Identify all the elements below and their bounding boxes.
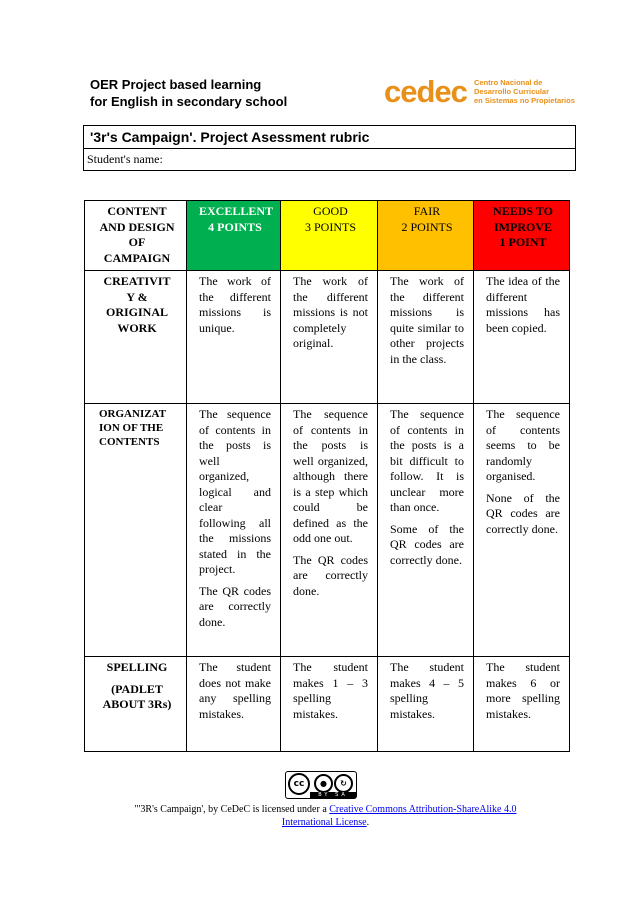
rubric-row-spelling bbox=[85, 657, 570, 752]
license-suffix: . bbox=[366, 817, 370, 828]
cell-text: The sequence of contents in the posts is well organized, logical and clear following all the missions stated in the project. bbox=[199, 407, 271, 576]
header-fair bbox=[378, 201, 474, 271]
rubric-title: '3r's Campaign'. Project Asessment rubric bbox=[84, 126, 575, 149]
cell-creativity-fair bbox=[378, 271, 474, 404]
header-criteria-line: AND DESIGN bbox=[99, 219, 175, 234]
cell-spelling-excellent bbox=[187, 657, 281, 752]
level-name: GOOD bbox=[313, 204, 348, 218]
sa-label: SA bbox=[335, 792, 348, 798]
header-criteria-line: OF bbox=[128, 235, 146, 249]
header-needs-to-improve bbox=[474, 201, 570, 271]
cell-text: The student makes 1 – 3 spelling mistakes. bbox=[293, 660, 368, 721]
level-name: EXCELLENT bbox=[199, 204, 274, 218]
cell-organization-excellent bbox=[187, 404, 281, 657]
criterion-line: ION OF THE bbox=[99, 422, 164, 434]
criterion-line: SPELLING bbox=[106, 660, 168, 674]
cell-organization-needs-improve bbox=[474, 404, 570, 657]
by-label: BY bbox=[318, 792, 331, 798]
logo-subtitle-line-1: Centro Nacional de bbox=[474, 78, 543, 87]
license-link-part-2[interactable]: International License bbox=[281, 817, 367, 828]
cell-text: The sequence of contents in the posts is well organized, although there is a step which could be defined as the odd one out. bbox=[293, 407, 368, 545]
rubric-header-row bbox=[85, 201, 570, 271]
header-line-1: OER Project based learning bbox=[90, 77, 262, 92]
cell-text: The QR codes are correctly done. bbox=[293, 552, 368, 598]
logo-subtitle-line-2: Desarrollo Curricular bbox=[474, 87, 550, 96]
document-header bbox=[90, 76, 287, 110]
cell-creativity-needs-improve bbox=[474, 271, 570, 404]
level-name: IMPROVE bbox=[494, 219, 552, 234]
cell-text: The sequence of contents in the posts is a bit difficult to follow. It is unclear more than once. bbox=[390, 407, 464, 514]
criterion-creativity bbox=[85, 271, 187, 404]
level-points: 3 POINTS bbox=[304, 219, 356, 234]
cell-organization-good bbox=[281, 404, 378, 657]
share-alike-icon: ↻ bbox=[334, 774, 353, 793]
cell-spelling-fair bbox=[378, 657, 474, 752]
cell-text: The work of the different missions is not completely original. bbox=[293, 274, 368, 350]
cell-text: The idea of the different missions has been copied. bbox=[486, 274, 560, 335]
criterion-line: ORIGINAL bbox=[105, 305, 168, 319]
cell-text: The work of the different missions is quite similar to other projects in the class. bbox=[390, 274, 464, 366]
cell-text: The work of the different missions is unique. bbox=[199, 274, 271, 335]
cc-icon: cc bbox=[288, 773, 310, 795]
criterion-spelling bbox=[85, 657, 187, 752]
cell-text: Some of the QR codes are correctly done. bbox=[390, 521, 464, 567]
logo-subtitle-line-3: en Sistemas no Propietarios bbox=[474, 96, 575, 105]
cell-text: The QR codes are correctly done. bbox=[199, 583, 271, 629]
cell-creativity-excellent bbox=[187, 271, 281, 404]
cell-text: None of the QR codes are correctly done. bbox=[486, 490, 560, 536]
logo-mark: cedec bbox=[384, 74, 467, 109]
level-points: 2 POINTS bbox=[401, 219, 453, 234]
rubric-row-organization bbox=[85, 404, 570, 657]
logo-subtitle bbox=[474, 78, 574, 105]
header-excellent bbox=[187, 201, 281, 271]
criterion-line: CREATIVIT bbox=[103, 274, 171, 288]
cell-spelling-good bbox=[281, 657, 378, 752]
license-prefix: "'3R's Campaign', by CeDeC is licensed under a bbox=[134, 804, 330, 815]
level-name: NEEDS TO bbox=[493, 204, 553, 218]
creative-commons-badge[interactable] bbox=[285, 771, 357, 799]
cell-text: The student makes 6 or more spelling mistakes. bbox=[486, 660, 560, 721]
cell-creativity-good bbox=[281, 271, 378, 404]
header-good bbox=[281, 201, 378, 271]
level-points: 1 POINT bbox=[499, 235, 547, 249]
criterion-line: CONTENTS bbox=[99, 436, 160, 448]
person-icon: ● bbox=[314, 774, 333, 793]
criterion-line: Y & bbox=[126, 289, 148, 304]
header-criteria-line: CAMPAIGN bbox=[103, 250, 171, 265]
criterion-line: (PADLET bbox=[111, 681, 163, 696]
cell-organization-fair bbox=[378, 404, 474, 657]
criterion-line: WORK bbox=[117, 320, 157, 335]
cell-text: The student makes 4 – 5 spelling mistakes. bbox=[390, 660, 464, 721]
cc-badge-strip bbox=[310, 792, 356, 798]
cell-text: The student does not make any spelling mistakes. bbox=[199, 660, 271, 721]
criterion-organization bbox=[85, 404, 187, 657]
cell-text: The sequence of contents seems to be randomly organised. bbox=[486, 407, 560, 483]
assessment-rubric-table bbox=[84, 200, 570, 752]
criterion-line: ABOUT 3Rs) bbox=[102, 697, 172, 711]
student-name-field[interactable]: Student's name: bbox=[87, 152, 163, 166]
rubric-row-creativity bbox=[85, 271, 570, 404]
level-points: 4 POINTS bbox=[208, 219, 262, 234]
header-criteria bbox=[85, 201, 187, 271]
license-link-part-1[interactable]: Creative Commons Attribution-ShareAlike 4.0 bbox=[329, 804, 517, 815]
rubric-title-box bbox=[83, 125, 576, 171]
cell-spelling-needs-improve bbox=[474, 657, 570, 752]
header-line-2: for English in secondary school bbox=[90, 94, 288, 109]
level-name: FAIR bbox=[413, 204, 441, 218]
header-criteria-line: CONTENT bbox=[107, 204, 167, 218]
criterion-line: ORGANIZAT bbox=[99, 408, 167, 420]
license-notice bbox=[113, 803, 538, 829]
